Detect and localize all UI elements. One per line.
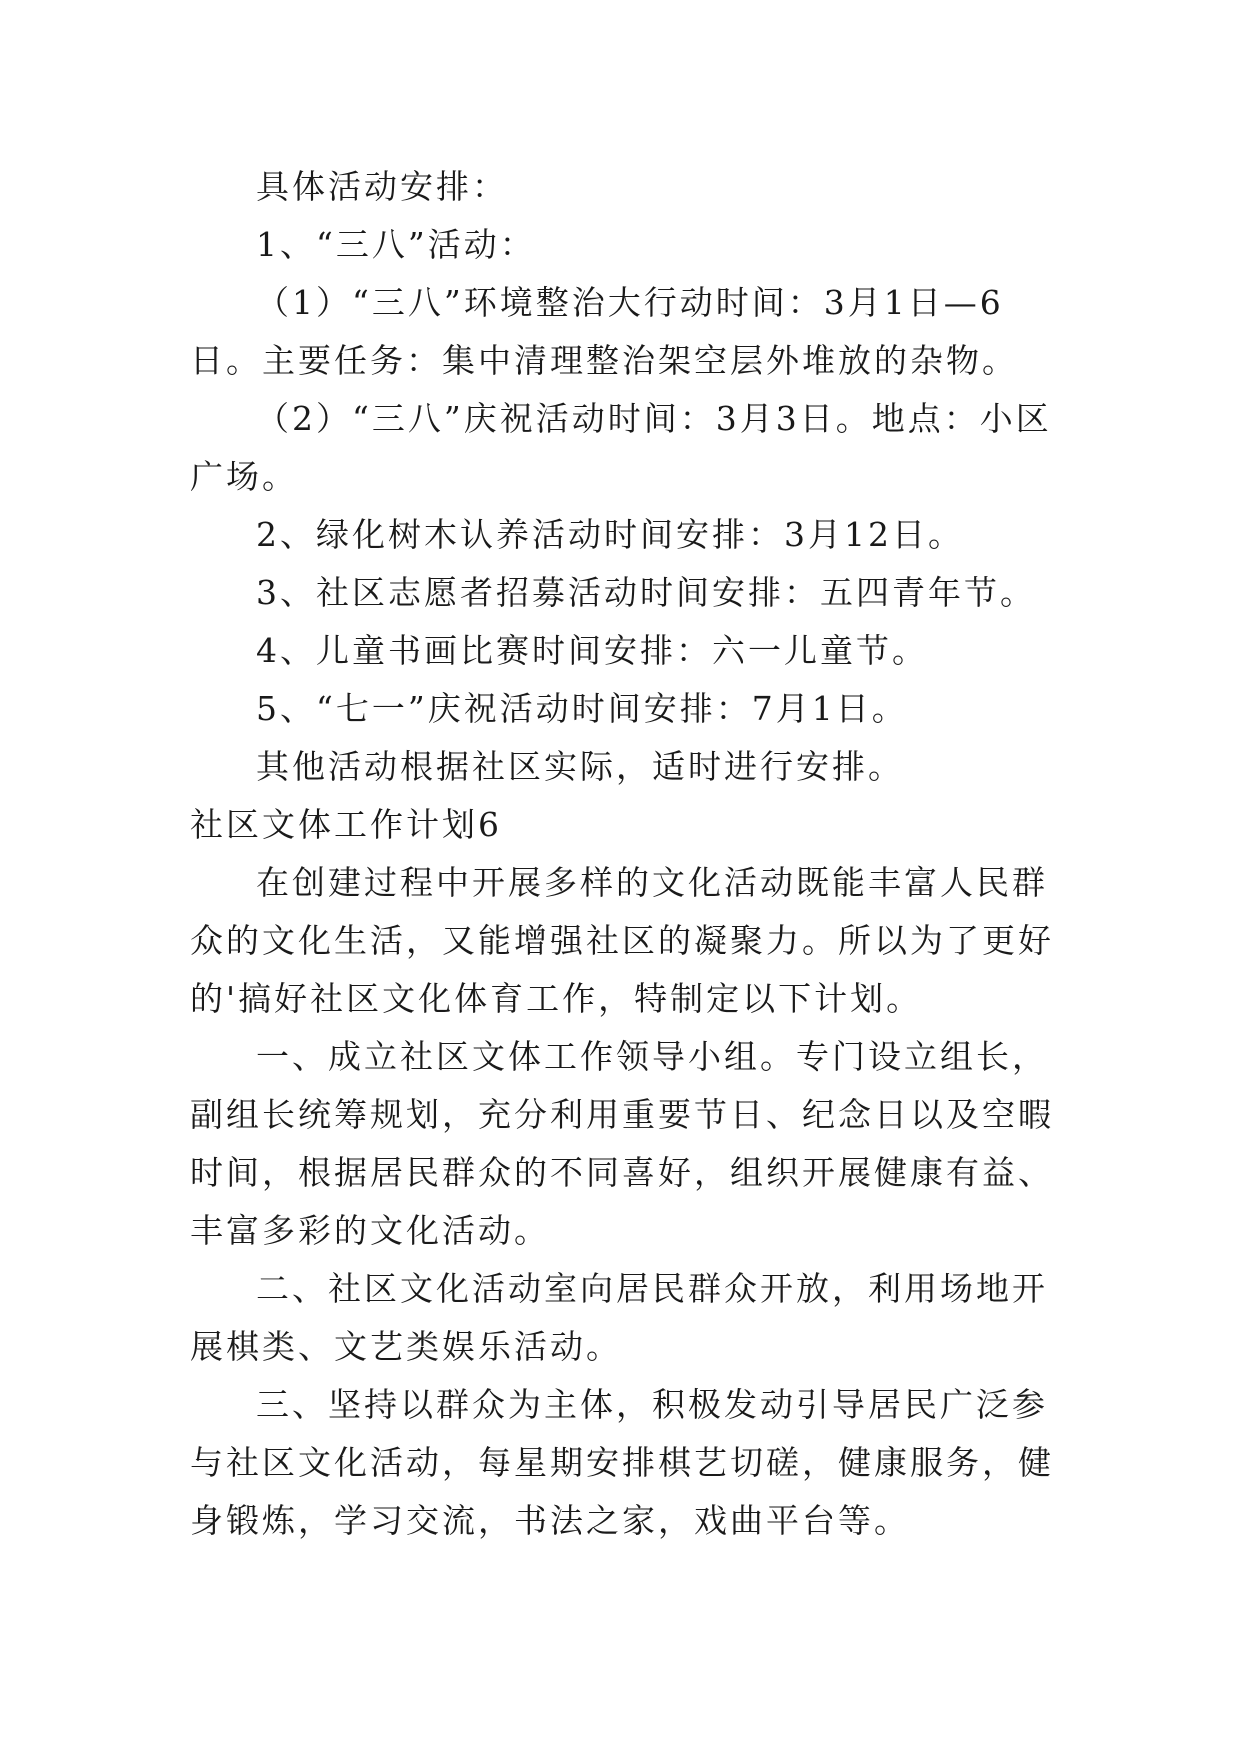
paragraph: 具体活动安排： (256, 167, 508, 206)
paragraph: 在创建过程中开展多样的文化活动既能丰富人民群众的文化生活，又能增强社区的凝聚力。所以为了更好的'搞好社区文化体育工作，特制定以下计划。 (190, 863, 1054, 1018)
document-page (190, 158, 1070, 1550)
paragraph: 1、“三八”活动： (256, 225, 536, 264)
paragraph: 三、坚持以群众为主体，积极发动引导居民广泛参与社区文化活动，每星期安排棋艺切磋，健康服务，健身锻炼，学习交流，书法之家，戏曲平台等。 (190, 1385, 1054, 1540)
paragraph: 3、社区志愿者招募活动时间安排：五四青年节。 (256, 573, 1036, 612)
paragraph: 4、儿童书画比赛时间安排：六一儿童节。 (256, 631, 928, 670)
paragraph: 5、“七一”庆祝活动时间安排：7月1日。 (256, 689, 908, 728)
paragraph: 其他活动根据社区实际，适时进行安排。 (256, 747, 904, 786)
paragraph: （2）“三八”庆祝活动时间：3月3日。地点：小区广场。 (190, 399, 1052, 496)
paragraph: 2、绿化树木认养活动时间安排：3月12日。 (256, 515, 964, 554)
paragraph: 二、社区文化活动室向居民群众开放，利用场地开展棋类、文艺类娱乐活动。 (190, 1269, 1048, 1366)
paragraph: （1）“三八”环境整治大行动时间：3月1日—6日。主要任务：集中清理整治架空层外堆放的杂物。 (190, 283, 1018, 380)
paragraph: 一、成立社区文体工作领导小组。专门设立组长，副组长统筹规划，充分利用重要节日、纪念日以及空暇时间，根据居民群众的不同喜好，组织开展健康有益、丰富多彩的文化活动。 (190, 1037, 1054, 1250)
section-title: 社区文体工作计划6 (190, 805, 502, 844)
